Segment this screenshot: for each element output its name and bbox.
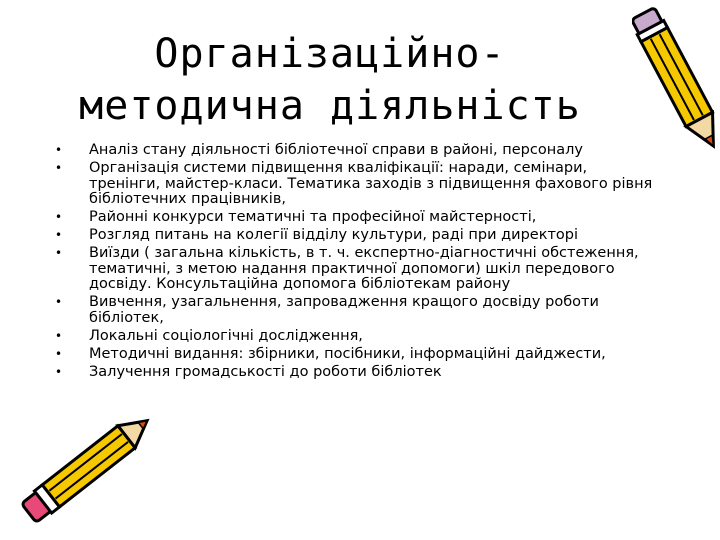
bullet-icon: •	[55, 295, 63, 309]
list-item-text: Залучення громадськості до роботи бібліотек	[89, 363, 442, 380]
list-item-text: Розгляд питань на колегії відділу культури, раді при директорі	[89, 227, 579, 243]
list-item	[55, 143, 655, 159]
pencil-icon	[8, 410, 158, 530]
list-item-text: Організація системи підвищення кваліфікації: наради, семінари, тренінги, майстер-класи. Тематика заходів з підвищення фахового рівня бібліотечних працівників,	[89, 160, 653, 207]
list-item	[55, 228, 655, 244]
list-item	[55, 295, 655, 326]
bullet-icon: •	[55, 246, 63, 260]
list-item-text: Вивчення, узагальнення, запровадження кращого досвіду роботи бібліотек,	[89, 294, 599, 326]
title-line-1: Організаційно-	[154, 31, 506, 77]
list-item-text: Аналіз стану діяльності бібліотечної справи в районі, персоналу	[89, 142, 583, 158]
bullet-icon: •	[55, 364, 63, 379]
title-line-2: методична діяльність	[79, 83, 581, 129]
list-item-text: Районні конкурси тематичні та професійної майстерності,	[89, 209, 537, 225]
list-item	[55, 347, 655, 363]
list-item	[55, 365, 655, 381]
slide-title	[60, 28, 600, 132]
list-item	[55, 246, 655, 293]
bullet-icon: •	[55, 346, 63, 361]
bullet-list	[55, 143, 655, 383]
list-item-text: Виїзди ( загальна кількість, в т. ч. експертно-діагностичні обстеження, тематичні, з метою надання практичної допомоги) шкіл передового досвіду. Консультаційна допомога бібліотекам району	[89, 245, 639, 292]
list-item-text: Методичні видання: збірники, посібники, інформаційні дайджести,	[89, 345, 606, 362]
list-item-text: Локальні соціологічні дослідження,	[89, 327, 363, 344]
list-item	[55, 210, 655, 226]
bullet-icon: •	[55, 143, 63, 157]
list-item	[55, 161, 655, 208]
bullet-icon: •	[55, 228, 63, 242]
bullet-icon: •	[55, 161, 63, 175]
list-item	[55, 329, 655, 345]
pencil-icon	[632, 2, 718, 152]
pencil-body	[42, 426, 135, 507]
bullet-icon: •	[55, 210, 63, 224]
bullet-icon: •	[55, 328, 63, 343]
